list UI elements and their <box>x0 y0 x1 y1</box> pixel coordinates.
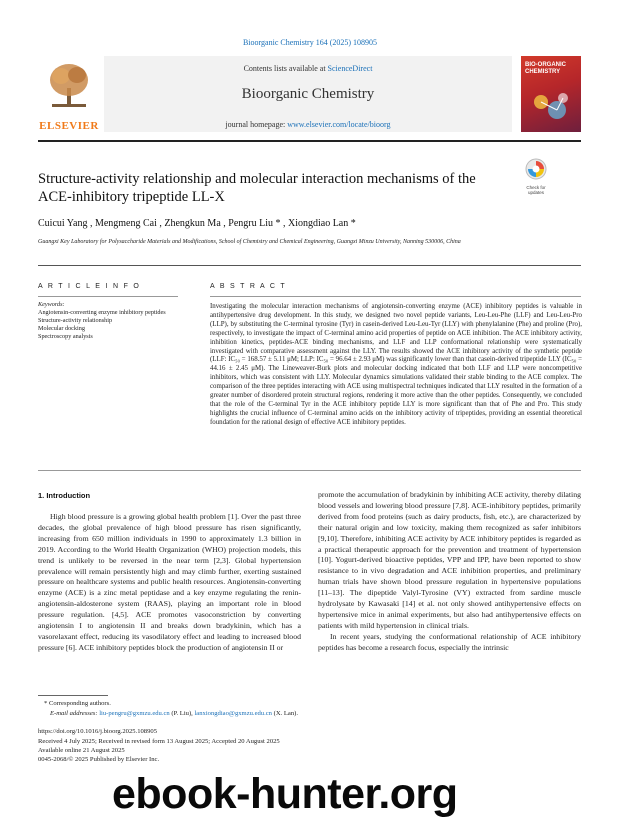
check-for-updates-button[interactable] <box>521 158 551 195</box>
available-online: Available online 21 August 2025 <box>38 747 125 754</box>
copyright: 0045-2068/© 2025 Published by Elsevier Inc. <box>38 756 160 763</box>
body-paragraph: In recent years, studying the conformational relationship of ACE inhibitory peptides has become a research focus, especially the intrinsic <box>318 631 581 652</box>
introduction-heading: 1. Introduction <box>38 491 91 500</box>
contents-line <box>104 64 512 73</box>
journal-citation-link[interactable]: Bioorganic Chemistry 164 (2025) 108905 <box>242 38 378 47</box>
molecule-graphic-icon <box>529 90 573 124</box>
keyword-item: Angiotensin-converting enzyme inhibitory peptides <box>38 309 166 316</box>
right-column <box>318 490 581 654</box>
doi-link[interactable]: https://doi.org/10.1016/j.bioorg.2025.108905 <box>38 728 157 735</box>
contents-prefix: Contents lists available at <box>243 64 328 73</box>
abstract-rule <box>210 296 581 297</box>
keywords-block <box>38 301 178 341</box>
elsevier-logo[interactable] <box>38 56 100 132</box>
received-dates: Received 4 July 2025; Received in revised form 13 August 2025; Accepted 20 August 2025 <box>38 738 280 745</box>
journal-cover-thumbnail[interactable] <box>521 56 581 132</box>
keyword-item: Molecular docking <box>38 325 85 332</box>
email-owner: (P. Liu), <box>169 710 195 717</box>
email-label: E-mail addresses: <box>50 710 100 717</box>
email-owner: (X. Lan). <box>271 710 298 717</box>
watermark: ebook-hunter.org <box>112 770 458 818</box>
divider <box>38 265 581 266</box>
keyword-item: Spectroscopy analysis <box>38 333 93 340</box>
cover-title: BIO-ORGANIC CHEMISTRY <box>525 62 566 75</box>
abstract-text: Investigating the molecular interaction mechanisms of angiotensin-converting enzyme (ACE) inhibitory peptides is valuable in antihypertensive drug development. In this study, we designed two novel peptide variants, Leu-Leu-Phe (LLF) and Leu-Leu-Pro (LLP), by substituting the C-terminal tyrosine (Tyr) in casein-derived Leu-Leu-Tyr (LLY) with phenylalanine (Phe) and proline (Pro), respectively, to investigate the impact of C-terminal amino acid properties of peptide on ACE inhibition. The ACE inhibitory activity, inhibition kinetics, peptides-ACE binding mechanisms, and LLF and LLP conformational relationship were systematically investigated with comparative assessment against the LLY. The results showed the ACE inhibitory activity of the synthetic peptide (LLF: IC₅₀ = 168.57 ± 5.11 μM; LLP: IC₅₀ = 96.64 ± 2.93 μM) was significantly lower than that casein-derived tripeptide LLY (IC₅₀ = 44.16 ± 2.45 μM). The Lineweaver-Burk plots and molecular docking indicated that both LLF and LLP were noncompetitive inhibitors, which was consistent with LLY. Molecular dynamics simulations validated their stable binding to the ACE complex. The comparison of the three peptides interacting with ACE using multispectral techniques indicated that LLY resulted in the formation of a greater number of disordered protein structural regions, rendering it more active than the other peptides. Consequently, we concluded that the role of the C-terminal Tyr in the ACE inhibitory peptide LLY is more significant than that of Phe and Pro. This study highlights the crucial influence of C-terminal amino acids on the inhibitory activity of tripeptides, providing an essential theoretical foundation for the rational design of effective ACE inhibitory peptides. <box>210 303 582 426</box>
homepage-prefix: journal homepage: <box>225 120 288 129</box>
keywords-label: Keywords: <box>38 301 65 308</box>
elsevier-tree-icon <box>46 60 92 110</box>
author-list: Cuicui Yang , Mengmeng Cai , Zhengkun Ma , Pengru Liu * , Xiongdiao Lan * <box>38 218 356 229</box>
body-paragraph: promote the accumulation of bradykinin by inhibiting ACE activity, thereby dilating blood vessels and lowering blood pressure [7,8]. ACE-inhibitory peptides, primarily derived from food proteins (such as dairy products, fish, etc.), are characterized by their natural origin and low toxicity, making them recognized as safer inhibitors [9,10]. Therefore, inhibiting ACE activity by ACE inhibitory peptides is regarded as a practical therapeutic approach for the prevention and treatment of hypertension [10]. Yogurt-derived bioactive peptides, VPP and IPP, have been reported to show resistance to in vivo degradation and ACE inhibition properties, and preliminary human trials have shown blood pressure regulation in hypertensive populations [11–13]. The dipeptide Valyl-Tyrosine (VY) extracted from sardine muscle hydrolysate by Kawasaki [14] et al. not only showed antihypertensive effects on hypertensive mice in animal experiments, but also had antihypertensive effects on patients with mild hypertension in clinical trials. <box>318 490 581 630</box>
keyword-item: Structure-activity relationship <box>38 317 113 324</box>
email-link[interactable]: liu-pengru@gxmzu.edu.cn <box>99 710 170 717</box>
homepage-link[interactable]: www.elsevier.com/locate/bioorg <box>287 120 391 129</box>
publisher-name: ELSEVIER <box>39 120 99 132</box>
check-updates-icon <box>521 158 551 180</box>
corresponding-note: * Corresponding authors. <box>44 700 111 707</box>
email-link[interactable]: lanxiongdiao@gxmzu.edu.cn <box>194 710 272 717</box>
info-rule <box>38 296 178 297</box>
check-updates-label: Check for updates <box>526 185 546 195</box>
sciencedirect-link[interactable]: ScienceDirect <box>327 64 373 73</box>
article-title: Structure-activity relationship and molecular interaction mechanisms of the ACE-inhibitory tripeptide LL-X <box>38 171 476 205</box>
article-info-heading: A R T I C L E I N F O <box>38 283 141 290</box>
header-rule <box>38 140 581 142</box>
footnote-rule <box>38 695 108 696</box>
abstract-heading: A B S T R A C T <box>210 283 287 290</box>
homepage-line <box>104 120 512 129</box>
journal-name: Bioorganic Chemistry <box>241 86 375 102</box>
body-paragraph: High blood pressure is a growing global health problem [1]. Over the past three decades, the global prevalence of high blood pressure has risen significantly, increasing from 650 million individuals in 1990 to approximately 1.3 billion in 2019. According to the World Health Organization (WHO) projection models, this trend is unlikely to be reversed in the near term [2,3]. Global hypertension prevalence will remain persistently high and may climb further, exerting sustained pressure on healthcare systems and public health resources. Angiotensin-converting enzyme (ACE) is a zinc metal peptidase and a key enzyme regulating the renin-angiotensin-aldosterone system (RAAS), playing an important role in blood pressure regulation. [4,5]. ACE promotes vasoconstriction by converting angiotensin I to angiotensin II and breaks down bradykinin, which has a vasorelaxant effect, reducing its vasodilatory effect and leading to increased blood pressure [6]. ACE inhibitory peptides block the production of angiotensin II or <box>38 512 301 652</box>
journal-masthead <box>104 56 512 132</box>
affiliation: Guangxi Key Laboratory for Polysaccharide Materials and Modifications, School of Chemistry and Chemical Engineering, Guangxi Minzu University, Nanning 530006, China <box>38 239 461 245</box>
left-column <box>38 512 301 654</box>
abstract-bottom-rule <box>38 470 581 471</box>
email-line <box>50 710 298 717</box>
